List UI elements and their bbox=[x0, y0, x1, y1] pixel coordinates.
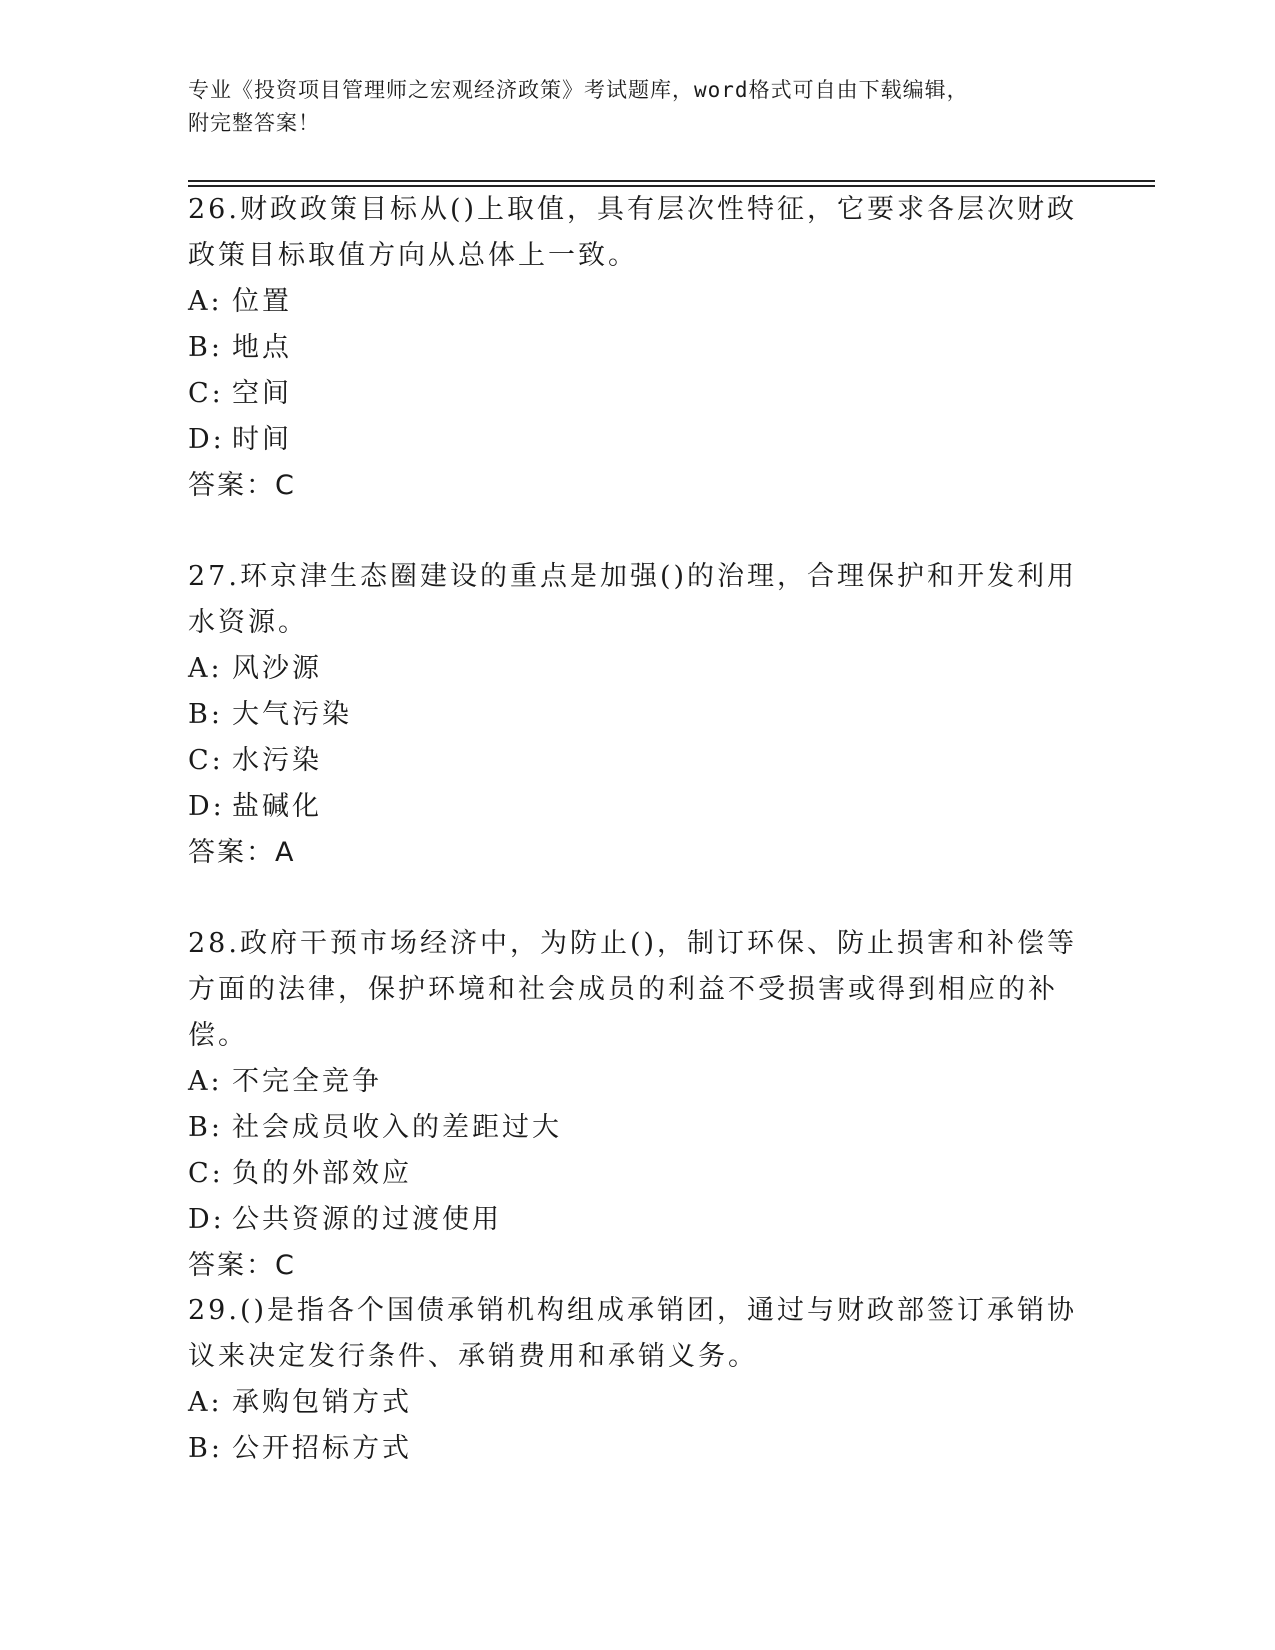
option-key: B: bbox=[188, 332, 223, 363]
answer: 答案：A bbox=[188, 837, 296, 868]
option-key: C: bbox=[188, 378, 224, 409]
question-stem: 28.政府干预市场经济中，为防止()，制订环保、防止损害和补偿等方面的法律，保护环境和社会成员的利益不受损害或得到相应的补偿。 bbox=[188, 928, 1078, 1051]
option-text: 盐碱化 bbox=[232, 791, 322, 822]
option-b bbox=[188, 1105, 1088, 1151]
option-a bbox=[188, 646, 1088, 692]
option-c bbox=[188, 1151, 1088, 1197]
option-key: B: bbox=[188, 1433, 223, 1464]
option-key: A: bbox=[188, 1066, 223, 1097]
option-text: 时间 bbox=[232, 424, 292, 455]
option-key: C: bbox=[188, 1158, 224, 1189]
option-key: C: bbox=[188, 745, 224, 776]
option-b bbox=[188, 1426, 1088, 1472]
option-a bbox=[188, 1380, 1088, 1426]
option-key: A: bbox=[188, 286, 223, 317]
option-d bbox=[188, 417, 1088, 463]
answer: 答案：C bbox=[188, 1250, 296, 1281]
option-text: 位置 bbox=[232, 286, 292, 317]
header-line-2: 附完整答案！ bbox=[188, 111, 320, 135]
option-text: 地点 bbox=[232, 332, 292, 363]
option-text: 公开招标方式 bbox=[232, 1433, 412, 1464]
answer: 答案：C bbox=[188, 470, 296, 501]
question-26 bbox=[188, 187, 1088, 509]
option-a bbox=[188, 1059, 1088, 1105]
header-divider-top bbox=[188, 180, 1155, 182]
option-c bbox=[188, 738, 1088, 784]
document-header bbox=[188, 74, 1068, 140]
question-stem: 26.财政政策目标从()上取值，具有层次性特征，它要求各层次财政政策目标取值方向从总体上一致。 bbox=[188, 194, 1078, 271]
question-stem: 29.()是指各个国债承销机构组成承销团，通过与财政部签订承销协议来决定发行条件、承销费用和承销义务。 bbox=[188, 1295, 1078, 1372]
option-text: 大气污染 bbox=[232, 699, 352, 730]
option-text: 不完全竞争 bbox=[232, 1066, 382, 1097]
option-text: 空间 bbox=[232, 378, 292, 409]
option-key: D: bbox=[188, 1204, 225, 1235]
option-key: B: bbox=[188, 1112, 223, 1143]
question-29 bbox=[188, 1288, 1088, 1472]
option-text: 承购包销方式 bbox=[232, 1387, 412, 1418]
option-d bbox=[188, 784, 1088, 830]
question-27 bbox=[188, 554, 1088, 876]
option-b bbox=[188, 692, 1088, 738]
question-stem: 27.环京津生态圈建设的重点是加强()的治理，合理保护和开发利用水资源。 bbox=[188, 561, 1078, 638]
option-key: D: bbox=[188, 791, 225, 822]
option-text: 公共资源的过渡使用 bbox=[232, 1204, 502, 1235]
option-key: B: bbox=[188, 699, 223, 730]
option-b bbox=[188, 325, 1088, 371]
option-text: 水污染 bbox=[232, 745, 322, 776]
option-a bbox=[188, 279, 1088, 325]
option-c bbox=[188, 371, 1088, 417]
question-28 bbox=[188, 921, 1088, 1289]
option-key: A: bbox=[188, 1387, 223, 1418]
option-key: D: bbox=[188, 424, 225, 455]
option-key: A: bbox=[188, 653, 223, 684]
option-d bbox=[188, 1197, 1088, 1243]
option-text: 社会成员收入的差距过大 bbox=[232, 1112, 562, 1143]
option-text: 负的外部效应 bbox=[232, 1158, 412, 1189]
option-text: 风沙源 bbox=[232, 653, 322, 684]
header-line-1: 专业《投资项目管理师之宏观经济政策》考试题库，word格式可自由下载编辑， bbox=[188, 78, 969, 102]
